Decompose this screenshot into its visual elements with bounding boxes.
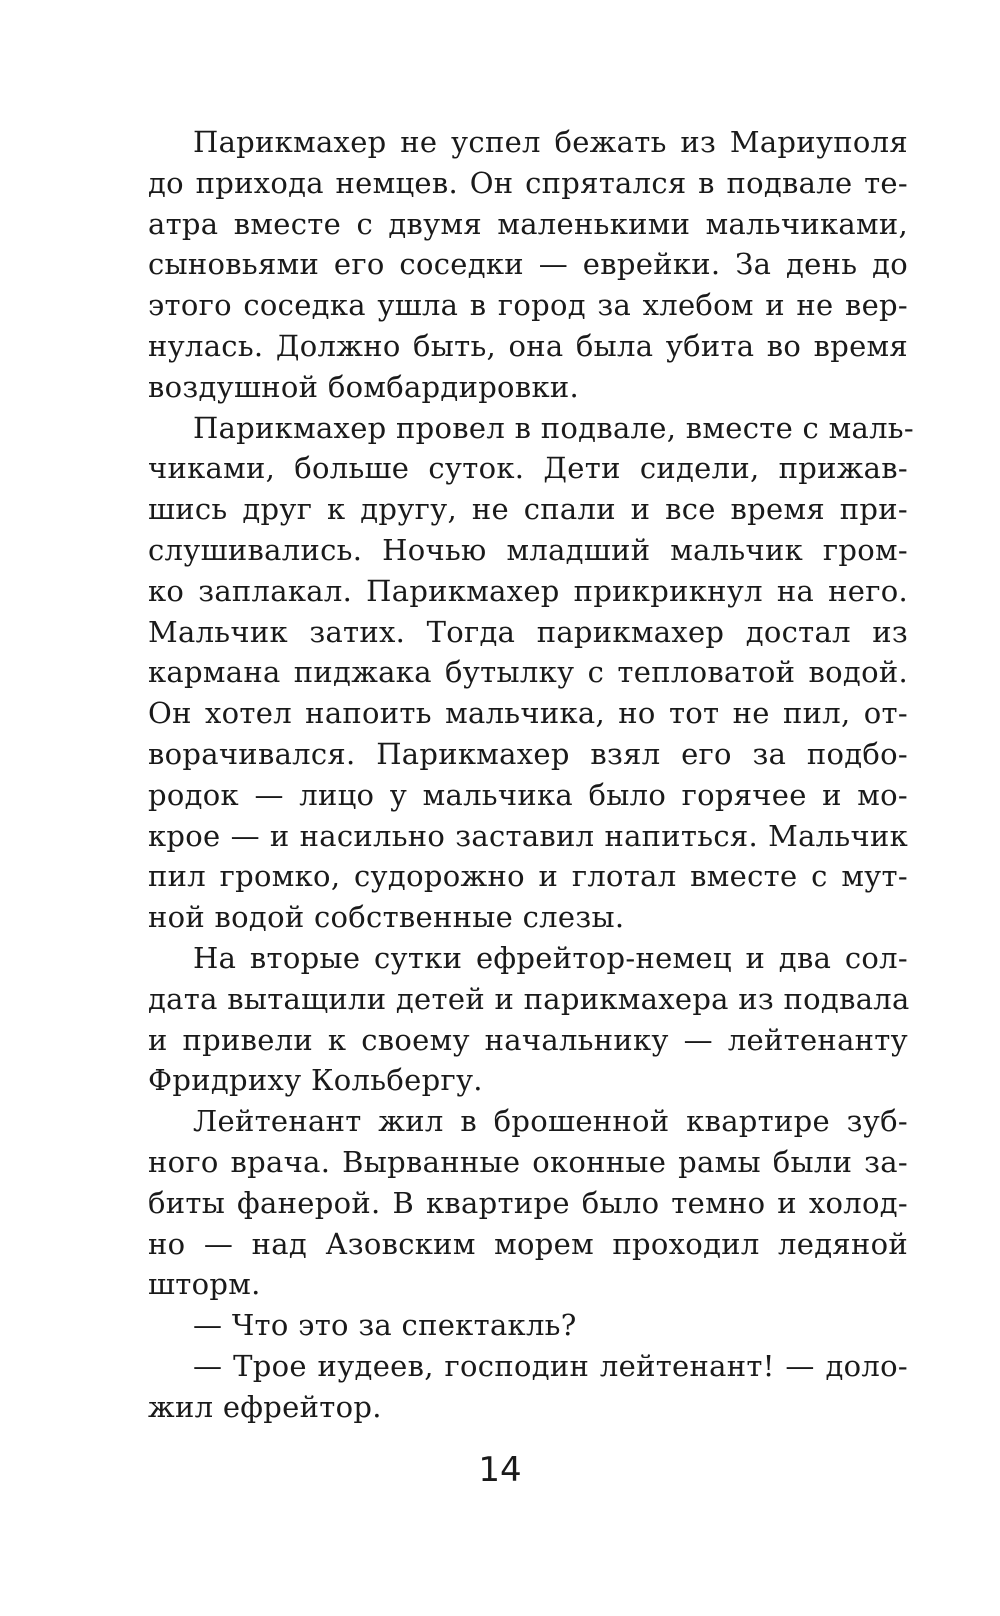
text-line: Парикмахер не успел бежать из Мариуполя (193, 125, 908, 159)
text-line: жил ефрейтор. (148, 1389, 382, 1424)
text-line: ной водой собственные слезы. (148, 900, 625, 935)
text-line: атра вместе с двумя маленькими мальчиками, (148, 206, 908, 241)
text-line: сыновьями его соседки — еврейки. За день до (148, 247, 908, 282)
text-line: крое — и насильно заставил напиться. Мальчик (148, 818, 908, 853)
text-line: ного врача. Вырванные оконные рамы были за- (148, 1144, 908, 1179)
text-line: пил громко, судорожно и глотал вместе с мут- (148, 859, 908, 894)
text-line: нулась. Должно быть, она была убита во время (148, 328, 908, 363)
text-line: ворачивался. Парикмахер взял его за подбо- (148, 736, 908, 771)
text-line: дата вытащили детей и парикмахера из подвала (148, 981, 910, 1016)
text-line: чиками, больше суток. Дети сидели, прижав- (148, 451, 908, 486)
text-line: до прихода немцев. Он спрятался в подвале те- (148, 165, 908, 200)
text-line: Он хотел напоить мальчика, но тот не пил, от- (148, 696, 908, 731)
text-line: но — над Азовским морем проходил ледяной (148, 1226, 908, 1261)
text-line: и привели к своему начальнику — лейтенанту (148, 1022, 908, 1057)
text-line: кармана пиджака бутылку с тепловатой водой. (148, 655, 908, 690)
text-line: этого соседка ушла в город за хлебом и не вер- (148, 288, 908, 323)
text-line: Парикмахер провел в подвале, вместе с маль- (193, 410, 914, 445)
text-line: шторм. (148, 1267, 261, 1302)
text-line: Фридриху Кольбергу. (148, 1063, 483, 1098)
text-line: биты фанерой. В квартире было темно и холод- (148, 1185, 908, 1220)
text-line: Лейтенант жил в брошенной квартире зуб- (193, 1104, 908, 1139)
body-text (148, 122, 914, 1428)
text-line: родок — лицо у мальчика было горячее и мо- (148, 777, 908, 812)
text-line: Мальчик затих. Тогда парикмахер достал из (148, 614, 908, 649)
text-line: ко заплакал. Парикмахер прикрикнул на него. (148, 573, 908, 608)
text-line: — Трое иудеев, господин лейтенант! — доло- (193, 1348, 908, 1383)
page-number: 14 (478, 1450, 522, 1490)
text-line: слушивались. Ночью младший мальчик гром- (148, 532, 908, 567)
text-line: — Что это за спектакль? (193, 1308, 577, 1343)
text-line: На вторые сутки ефрейтор-немец и два сол- (193, 940, 908, 975)
text-line: шись друг к другу, не спали и все время при- (148, 492, 908, 527)
text-line: воздушной бомбардировки. (148, 369, 580, 404)
